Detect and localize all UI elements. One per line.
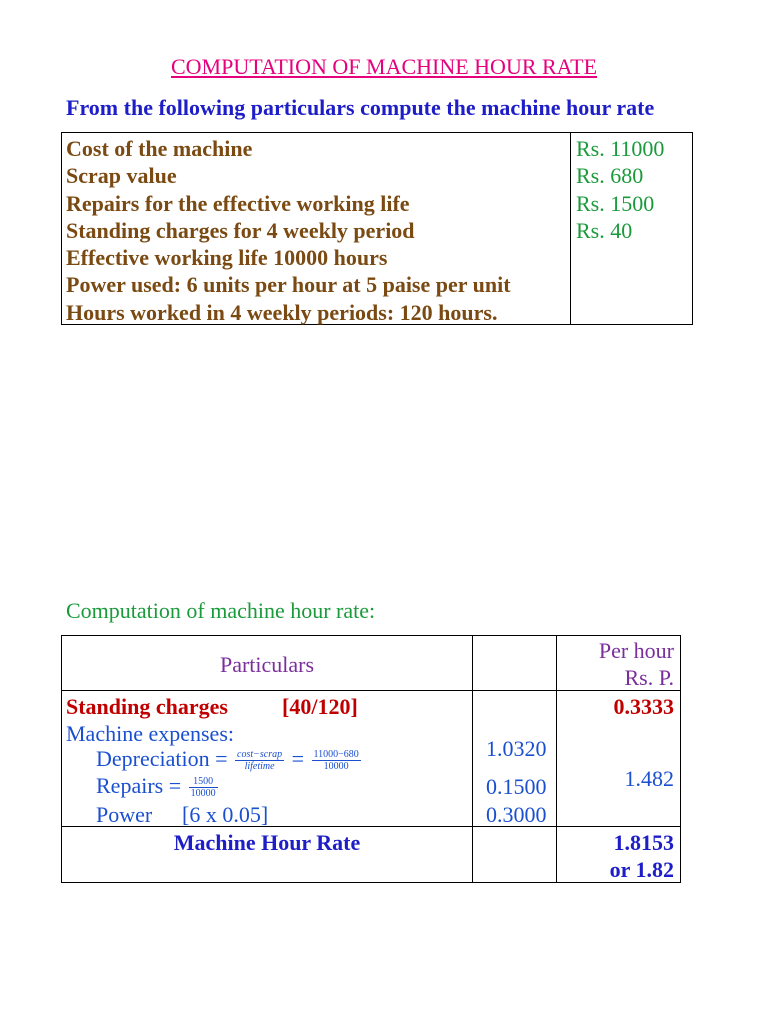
fraction-denominator: lifetime — [244, 761, 275, 773]
equals-sign: = — [291, 746, 305, 771]
computation-table — [61, 635, 681, 883]
given-values-column — [576, 135, 664, 244]
depreciation-label: Depreciation = — [96, 746, 228, 771]
power-label: Power — [96, 802, 153, 827]
page-title: COMPUTATION OF MACHINE HOUR RATE — [170, 54, 598, 79]
fraction-numerator: cost−scrap — [237, 749, 283, 761]
depreciation-row — [96, 746, 363, 772]
repairs-row — [96, 773, 220, 799]
machine-hour-rate-label: Machine Hour Rate — [173, 830, 361, 855]
given-item: Power used: 6 units per hour at 5 paise per unit — [66, 272, 511, 298]
machine-expenses-total: 1.482 — [624, 766, 674, 791]
header-unit: Rs. P. — [624, 665, 674, 690]
standing-charges-value: 0.3333 — [613, 694, 674, 719]
repairs-fraction — [189, 776, 218, 799]
fraction-numerator: 11000−680 — [313, 749, 359, 761]
problem-statement: From the following particulars compute the machine hour rate — [66, 95, 655, 120]
given-particulars-table — [61, 132, 693, 325]
fraction-denominator: 10000 — [190, 788, 216, 800]
repairs-value: 0.1500 — [486, 774, 547, 799]
table-column-divider — [472, 636, 473, 882]
power-formula: [6 x 0.05] — [182, 802, 269, 827]
fraction-numerator: 1500 — [189, 776, 218, 788]
given-item: Cost of the machine — [66, 136, 253, 161]
given-items-column — [66, 135, 511, 326]
depreciation-values-fraction — [312, 749, 361, 772]
given-value: Rs. 40 — [576, 217, 633, 243]
depreciation-value: 1.0320 — [486, 736, 547, 761]
header-per-hour: Per hour — [598, 638, 674, 663]
computation-heading: Computation of machine hour rate: — [66, 598, 376, 623]
given-item: Hours worked in 4 weekly periods: 120 hours. — [66, 299, 498, 325]
machine-hour-rate-rounded: or 1.82 — [609, 857, 674, 882]
table-row-divider — [62, 826, 680, 827]
repairs-label: Repairs = — [96, 773, 182, 798]
given-item: Standing charges for 4 weekly period — [66, 217, 415, 243]
standing-charges-label: Standing charges — [66, 694, 228, 719]
table-row-divider — [62, 690, 680, 691]
given-value: Rs. 680 — [576, 163, 644, 189]
machine-hour-rate-value: 1.8153 — [613, 830, 674, 855]
standing-charges-formula: [40/120] — [282, 694, 358, 719]
given-item: Scrap value — [66, 163, 177, 189]
header-particulars: Particulars — [219, 652, 315, 677]
given-item: Repairs for the effective working life — [66, 190, 410, 216]
table-column-divider — [556, 636, 557, 882]
given-value: Rs. 1500 — [576, 190, 655, 216]
given-item: Effective working life 10000 hours — [66, 245, 388, 271]
depreciation-formula-fraction — [235, 749, 284, 772]
power-value: 0.3000 — [486, 802, 547, 827]
fraction-denominator: 10000 — [323, 761, 349, 773]
machine-expenses-label: Machine expenses: — [66, 721, 234, 746]
given-value: Rs. 11000 — [576, 136, 665, 161]
table-column-divider — [570, 133, 571, 324]
